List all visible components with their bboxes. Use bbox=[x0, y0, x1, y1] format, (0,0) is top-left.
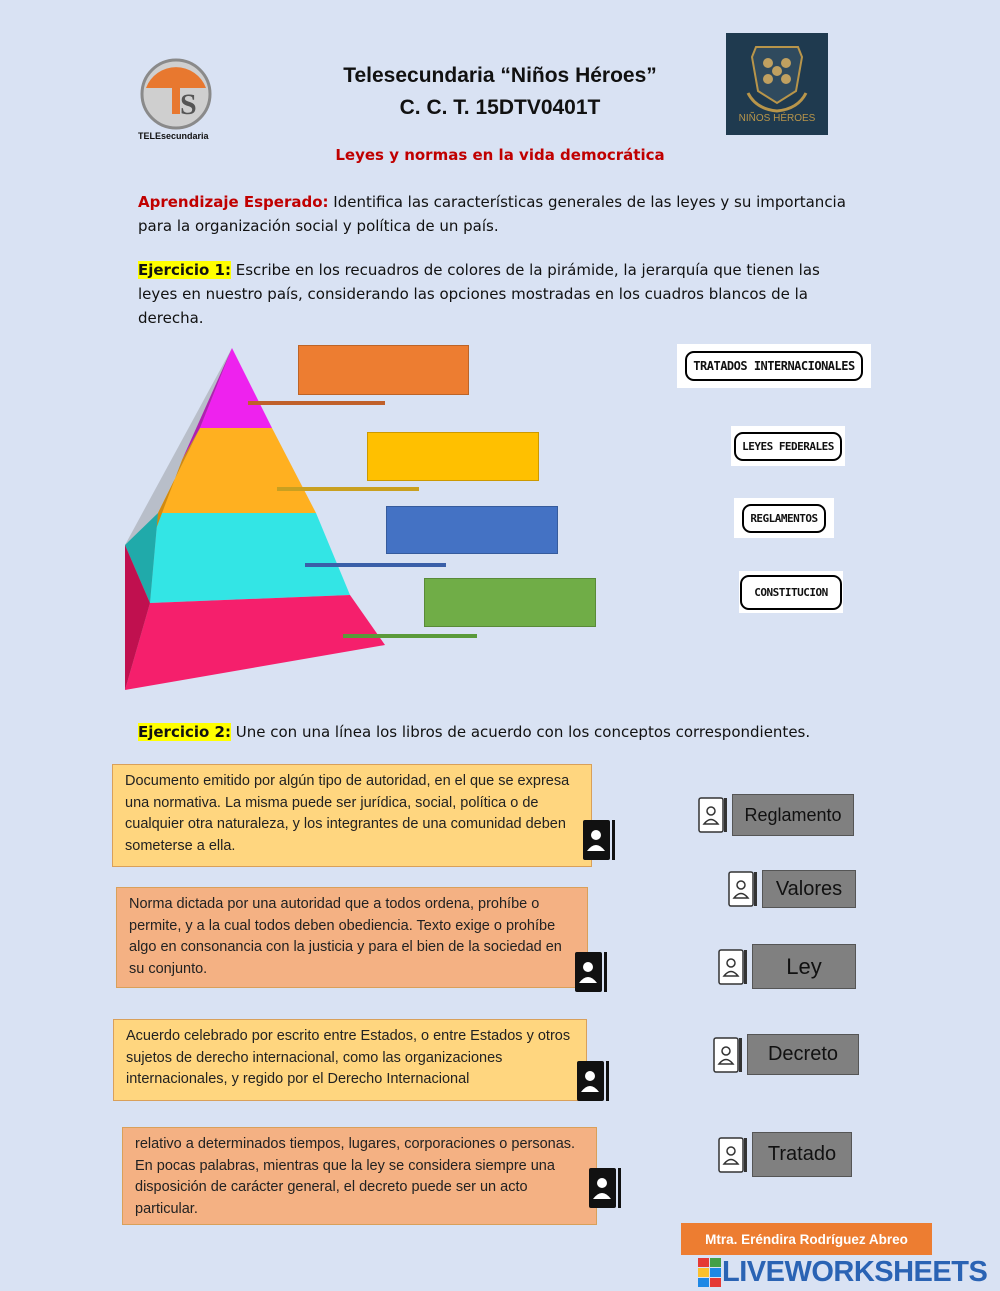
learning-label: Aprendizaje Esperado: bbox=[138, 193, 329, 211]
definition-1: Documento emitido por algún tipo de autoridad, en el que se expresa una normativa. La misma puede ser jurídica, social, política o de cualquier otra naturaleza, y los integrantes de una comunidad deben someterse a ella. bbox=[112, 764, 592, 867]
term-label[interactable]: Decreto bbox=[747, 1034, 859, 1075]
option-leyes-label: LEYES FEDERALES bbox=[734, 432, 842, 461]
learning-objective bbox=[138, 190, 858, 238]
contact-book-outline-icon bbox=[698, 797, 728, 833]
term-ley[interactable] bbox=[718, 944, 856, 989]
exercise1-text: Escribe en los recuadros de colores de la pirámide, la jerarquía que tienen las leyes en nuestro país, considerando las opciones mostradas en los cuadros blancos de la derecha. bbox=[138, 261, 820, 327]
exercise1-instructions bbox=[138, 258, 858, 330]
definition-4: relativo a determinados tiempos, lugares, corporaciones o personas. En pocas palabras, mientras que la ley se considera siempre una disposición de carácter general, el decreto puede ser un acto particular. bbox=[122, 1127, 597, 1225]
pyramid-level-1-box[interactable] bbox=[298, 345, 469, 395]
term-label[interactable]: Ley bbox=[752, 944, 856, 989]
exercise1-label: Ejercicio 1: bbox=[138, 261, 231, 279]
term-label[interactable]: Reglamento bbox=[732, 794, 854, 836]
definition-2: Norma dictada por una autoridad que a todos ordena, prohíbe o permite, y a la cual todos deben obediencia. Texto exige o prohíbe algo en consonancia con la justicia y para el bien de la sociedad en su conjunto. bbox=[116, 887, 588, 988]
option-reglamentos-label: REGLAMENTOS bbox=[742, 504, 825, 533]
svg-text:S: S bbox=[180, 88, 197, 121]
pyramid-level-4-box[interactable] bbox=[424, 578, 596, 627]
exercise2-instructions bbox=[138, 720, 898, 744]
liveworksheets-brand: LIVEWORKSHEETS bbox=[722, 1256, 988, 1288]
term-decreto[interactable] bbox=[713, 1034, 859, 1075]
exercise2-text: Une con una línea los libros de acuerdo con los conceptos correspondientes. bbox=[231, 723, 811, 741]
ninos-heroes-logo bbox=[726, 33, 828, 135]
term-reglamento[interactable] bbox=[698, 794, 854, 836]
option-reglamentos[interactable] bbox=[734, 498, 834, 538]
definition-3: Acuerdo celebrado por escrito entre Estados, o entre Estados y otros sujetos de derecho internacional, como las organizaciones internacionales, y regido por el Derecho Internacional bbox=[113, 1019, 587, 1101]
school-name: Telesecundaria “Niños Héroes” bbox=[343, 64, 657, 87]
term-tratado[interactable] bbox=[718, 1132, 852, 1177]
contact-book-icon[interactable] bbox=[588, 1167, 622, 1209]
pointer-line-2 bbox=[277, 487, 419, 491]
live-blocks-icon bbox=[698, 1258, 722, 1288]
option-leyes-federales[interactable] bbox=[731, 426, 845, 466]
school-title bbox=[0, 60, 1000, 124]
contact-book-icon[interactable] bbox=[574, 951, 608, 993]
contact-book-icon[interactable] bbox=[576, 1060, 610, 1102]
option-constitucion[interactable] bbox=[739, 571, 843, 613]
term-label[interactable]: Valores bbox=[762, 870, 856, 908]
liveworksheets-logo[interactable] bbox=[698, 1256, 987, 1289]
pointer-line-4 bbox=[343, 634, 477, 638]
contact-book-outline-icon bbox=[718, 1137, 748, 1173]
pointer-line-1 bbox=[248, 401, 385, 405]
author-badge: Mtra. Eréndira Rodríguez Abreo bbox=[681, 1223, 932, 1255]
contact-book-outline-icon bbox=[718, 949, 748, 985]
school-cct: C. C. T. 15DTV0401T bbox=[399, 96, 601, 119]
option-constitucion-label: CONSTITUCION bbox=[740, 575, 841, 610]
term-valores[interactable] bbox=[728, 870, 856, 908]
pointer-line-3 bbox=[305, 563, 446, 567]
subject-title: Leyes y normas en la vida democrática bbox=[335, 146, 665, 164]
learning-text: Identifica las características generales de las leyes y su importancia para la organización social y política de un país. bbox=[138, 193, 846, 235]
option-tratados[interactable] bbox=[677, 344, 871, 388]
logo-right-caption: NIÑOS HÉROES bbox=[738, 113, 816, 124]
contact-book-outline-icon bbox=[728, 871, 758, 907]
pyramid-level-2-box[interactable] bbox=[367, 432, 539, 481]
logo-caption: TELEsecundaria bbox=[138, 131, 209, 141]
term-label[interactable]: Tratado bbox=[752, 1132, 852, 1177]
contact-book-icon[interactable] bbox=[582, 819, 616, 861]
pyramid-level-3-box[interactable] bbox=[386, 506, 558, 554]
option-tratados-label: TRATADOS INTERNACIONALES bbox=[685, 351, 862, 381]
exercise2-label: Ejercicio 2: bbox=[138, 723, 231, 741]
contact-book-outline-icon bbox=[713, 1037, 743, 1073]
